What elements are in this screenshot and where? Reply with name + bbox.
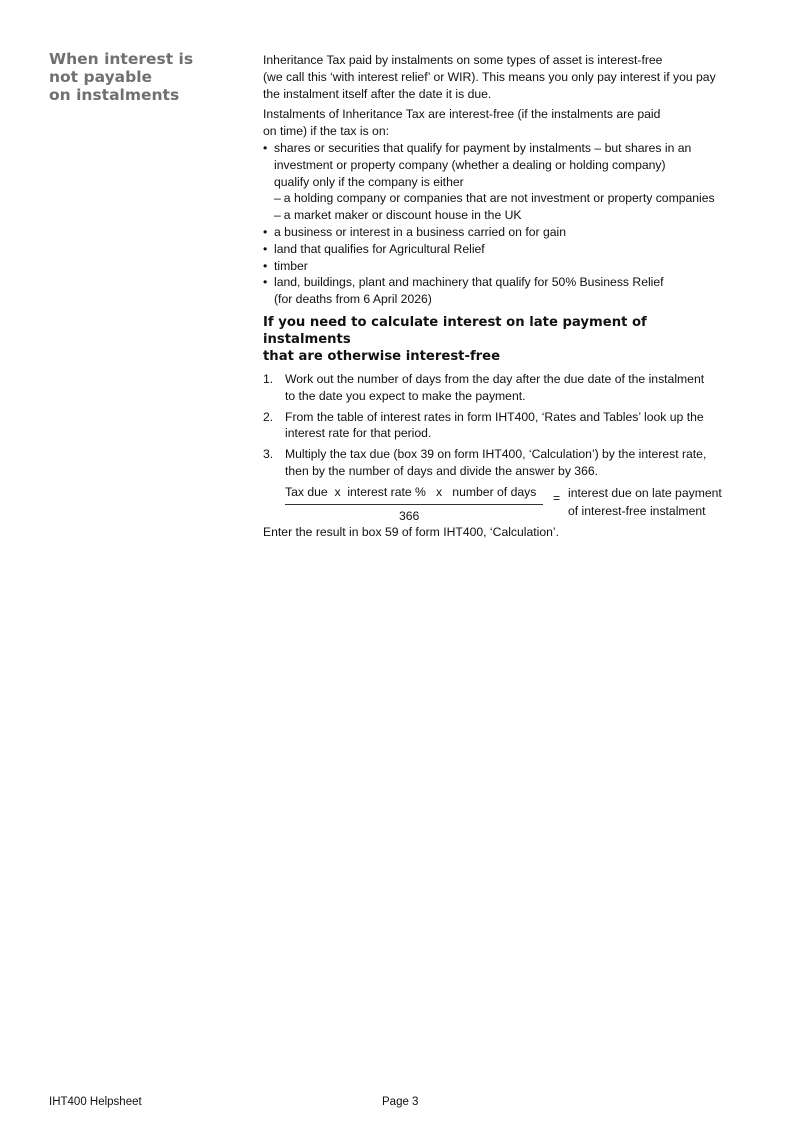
text-line: interest due on late payment [568,485,722,500]
list-item [263,274,738,308]
bullet-icon: • [263,224,268,239]
list-item [263,224,738,241]
heading-line: that are otherwise interest-free [263,348,501,364]
side-heading-line: on instalments [49,86,180,104]
page-number: Page 3 [382,1096,419,1108]
text-line: qualify only if the company is either [274,174,464,189]
text-line: Inheritance Tax paid by instalments on some types of asset is interest-free [263,53,663,67]
text-line: interest rate for that period. [285,426,432,441]
text-line: then by the number of days and divide the answer by 366. [285,463,599,478]
text-line: From the table of interest rates in form IHT400, ‘Rates and Tables’ look up the [285,409,704,424]
bullet-icon: • [263,241,268,256]
step-number: 3. [263,447,274,462]
calculation-steps [263,371,738,480]
list-item [263,258,738,275]
interest-formula [285,484,738,524]
side-heading-line: When interest is [49,50,194,68]
side-heading [49,50,239,104]
enter-result-text: Enter the result in box 59 of form IHT400, ‘Calculation’. [263,524,560,539]
asset-bullet-list [263,140,738,308]
dash-icon: – [274,208,281,223]
formula-result [568,484,748,520]
formula-denominator: 366 [399,508,420,523]
list-item [263,241,738,258]
text-line: a business or interest in a business carried on for gain [274,224,566,239]
text-line: timber [274,258,308,273]
bullet-icon: • [263,140,268,155]
step-item [263,446,738,480]
text-line: shares or securities that qualify for payment by instalments – but shares in an [274,140,692,155]
heading-line: If you need to calculate interest on late payment of instalments [263,314,647,347]
text-line: to the date you expect to make the payment. [285,388,526,403]
footer-title: IHT400 Helpsheet [49,1096,142,1108]
dash-icon: – [274,191,281,206]
sub-list-item [274,207,738,224]
text-line: a holding company or companies that are not investment or property companies [283,191,715,206]
equals-sign: = [553,490,561,505]
text-line: a market maker or discount house in the UK [283,208,522,223]
side-heading-line: not payable [49,68,153,86]
step-item [263,371,738,405]
text-line: Work out the number of days from the day after the due date of the instalment [285,371,705,386]
text-line: Instalments of Inheritance Tax are interest-free (if the instalments are paid [263,107,661,122]
text-line: Multiply the tax due (box 39 on form IHT400, ‘Calculation’) by the interest rate, [285,447,707,462]
list-item [263,140,738,224]
text-line: investment or property company (whether a dealing or holding company) [274,157,666,172]
bullet-icon: • [263,258,268,273]
section-heading [263,314,738,365]
text-line: land, buildings, plant and machinery that qualify for 50% Business Relief [274,275,664,290]
text-line: the instalment itself after the date it is due. [263,86,492,101]
text-line: land that qualifies for Agricultural Relief [274,241,485,256]
fraction-rule [285,504,543,505]
step-item [263,409,738,443]
main-content [263,52,738,541]
step-number: 1. [263,371,274,386]
text-line: (we call this ‘with interest relief’ or WIR). This means you only pay interest if you pay [263,69,716,84]
text-line: on time) if the tax is on: [263,124,389,139]
bullet-icon: • [263,275,268,290]
instalments-paragraph [263,106,738,140]
sub-list-item [274,190,738,207]
text-line: (for deaths from 6 April 2026) [274,292,432,307]
formula-numerator: Tax due x interest rate % x number of days [285,484,537,499]
text-line: of interest-free instalment [568,503,706,518]
step-number: 2. [263,409,274,424]
intro-paragraph [263,52,738,102]
